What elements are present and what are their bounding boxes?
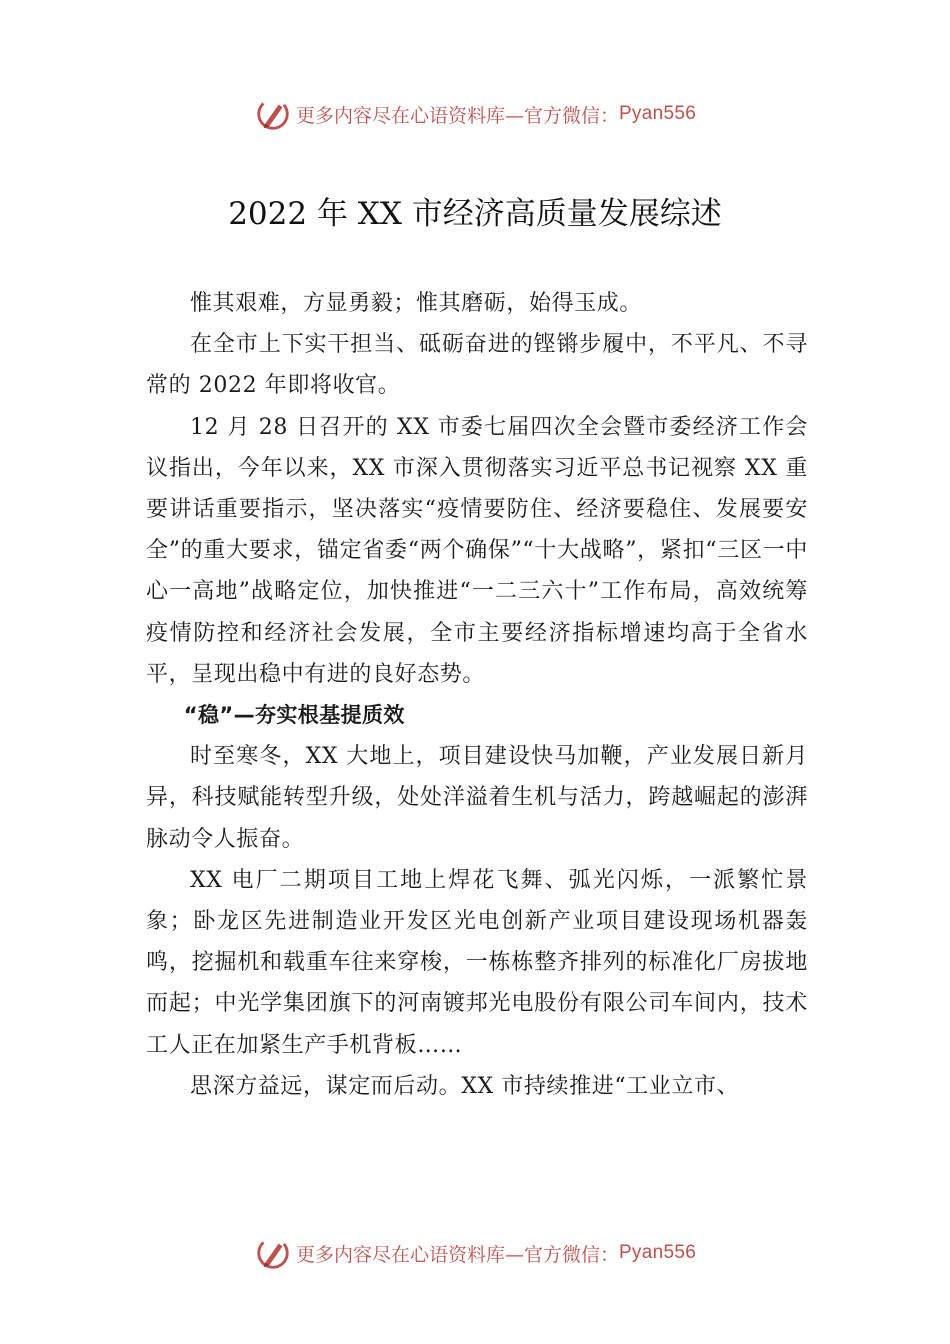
paragraph: 在全市上下实干担当、砥砺奋进的铿锵步履中，不平凡、不寻常的 2022 年即将收官。 [146,332,808,399]
footer-watermark [0,1233,950,1273]
watermark-code: Pyan556 [618,1242,697,1263]
watermark-code: Pyan556 [618,103,697,124]
section-heading: “稳”—夯实根基提质效 [183,703,405,728]
paragraph: 惟其艰难，方显勇毅；惟其磨砺，始得玉成。 [190,291,643,316]
document-title: 2022 年 XX 市经济高质量发展综述 [228,196,722,232]
pen-nib-logo-icon [254,1234,292,1272]
paragraph: XX 电厂二期项目工地上焊花飞舞、弧光闪烁，一派繁忙景象；卧龙区先进制造业开发区光电创新产业项目建设现场机器轰鸣，挖掘机和载重车往来穿梭，一栋栋整齐排列的标准化厂房拔地而起；中光学集团旗下的河南镀邦光电股份有限公司车间内，技术工人正在加紧生产手机背板…… [146,867,808,1058]
paragraph: 思深方益远，谋定而后动。XX 市持续推进“工业立市、 [190,1073,740,1099]
watermark-text: 更多内容尽在心语资料库—官方微信： [295,104,619,127]
paragraph: 12 月 28 日召开的 XX 市委七届四次全会暨市委经济工作会议指出，今年以来，XX 市深入贯彻落实习近平总书记视察 XX 重要讲话重要指示，坚决落实“疫情要防住、经济要稳住、发展要安全”的重大要求，锚定省委“两个确保”“十大战略”，紧扣“三区一中心一高地”战略定位，加快推进“一二三六十”工作布局，高效统筹疫情防控和经济社会发展，全市主要经济指标增速均高于全省水平，呈现出稳中有进的良好态势。 [146,414,808,687]
pen-nib-logo-icon [254,95,292,133]
header-watermark [0,94,950,134]
paragraph: 时至寒冬，XX 大地上，项目建设快马加鞭，产业发展日新月异，科技赋能转型升级，处处洋溢着生机与活力，跨越崛起的澎湃脉动令人振奋。 [146,744,808,852]
watermark-text: 更多内容尽在心语资料库—官方微信： [295,1243,619,1266]
document-body [146,283,808,1107]
